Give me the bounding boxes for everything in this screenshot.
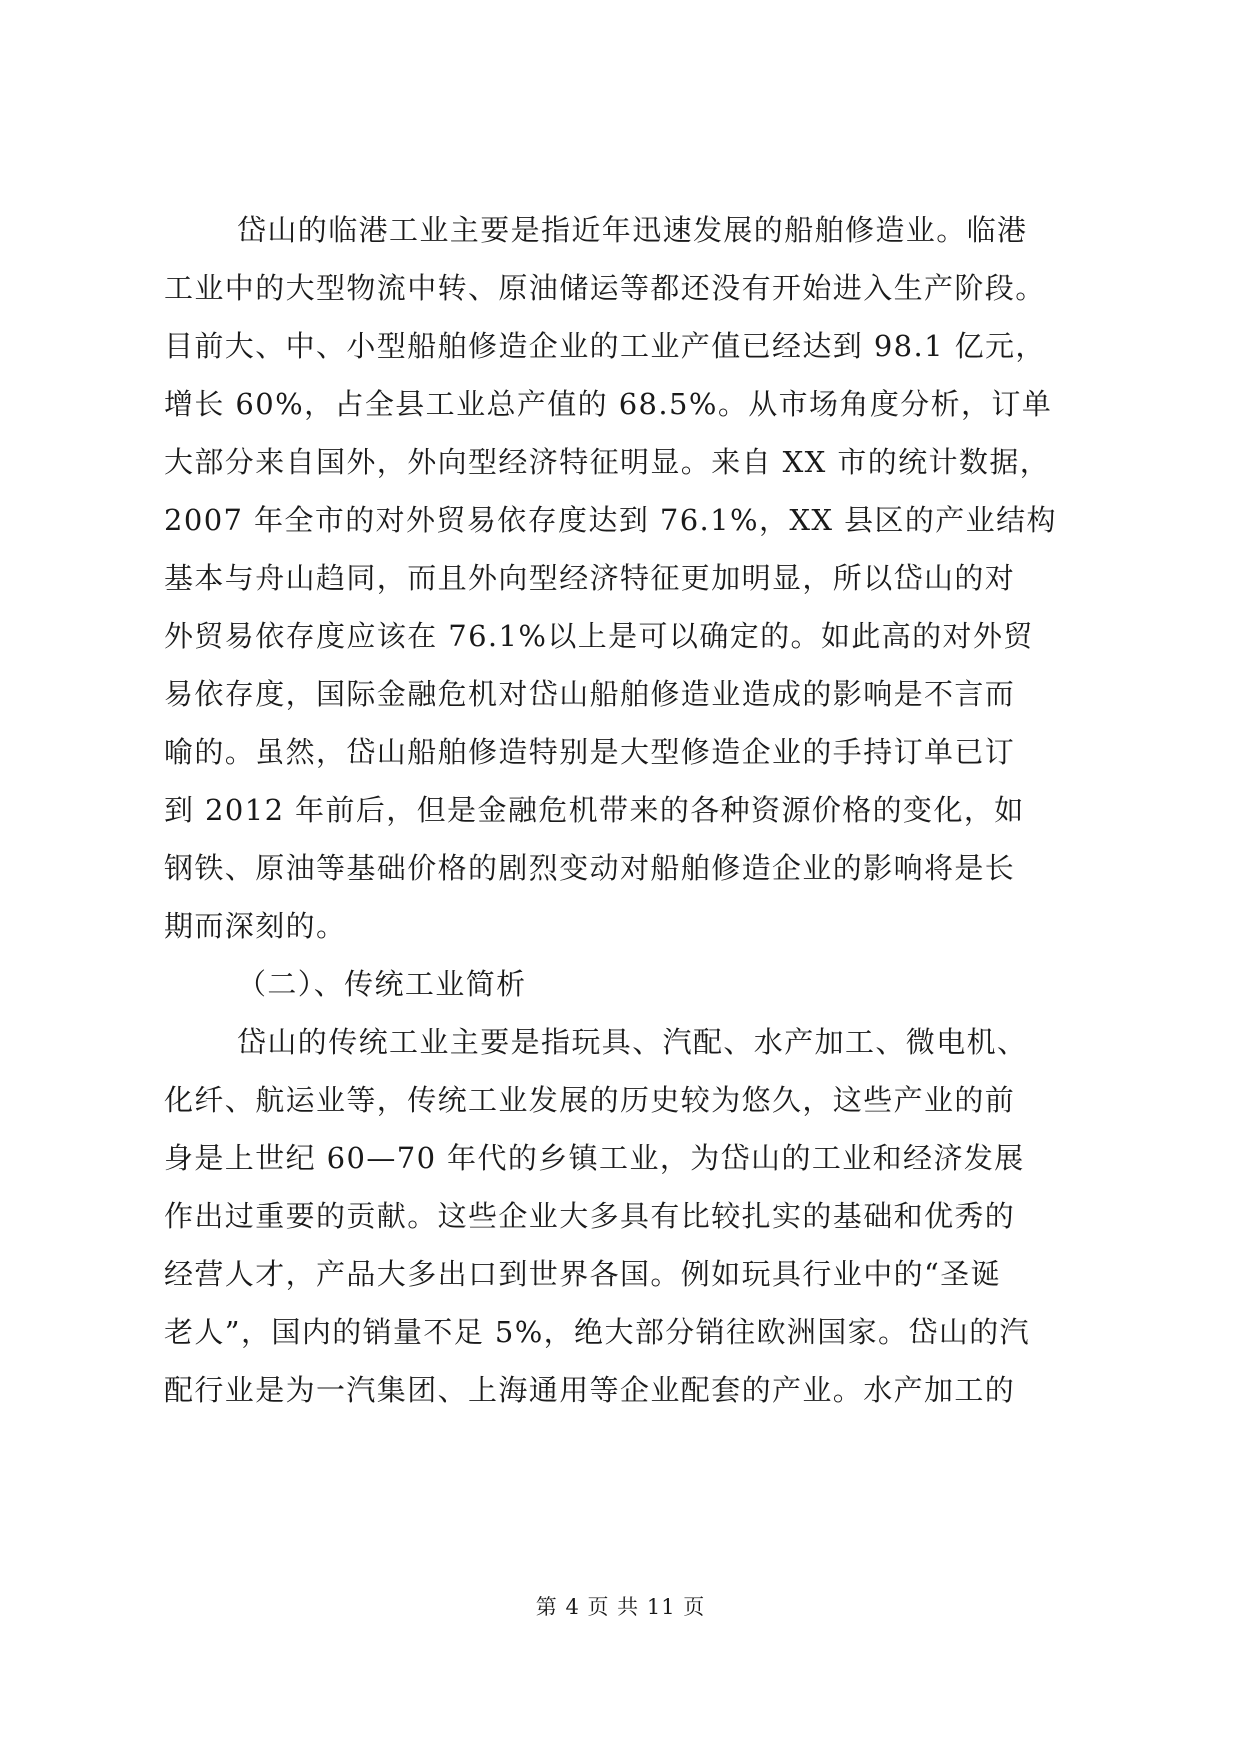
paragraph-line: 岱山的传统工业主要是指玩具、汽配、水产加工、微电机、 — [237, 1025, 1028, 1059]
paragraph-line: 岱山的临港工业主要是指近年迅速发展的船舶修造业。临港 — [237, 213, 1028, 247]
paragraph-line: 大部分来自国外，外向型经济特征明显。来自 XX 市的统计数据， — [164, 445, 1051, 479]
paragraph-line: 经营人才，产品大多出口到世界各国。例如玩具行业中的“圣诞 — [164, 1257, 1002, 1291]
paragraph-line: 目前大、中、小型船舶修造企业的工业产值已经达到 98.1 亿元， — [164, 329, 1046, 363]
paragraph-line: 2007 年全市的对外贸易依存度达到 76.1%，XX 县区的产业结构 — [164, 503, 1057, 537]
paragraph-line: 身是上世纪 60—70 年代的乡镇工业，为岱山的工业和经济发展 — [164, 1141, 1025, 1175]
paragraph-line: 钢铁、原油等基础价格的剧烈变动对船舶修造企业的影响将是长 — [164, 851, 1016, 885]
paragraph-line: 增长 60%，占全县工业总产值的 68.5%。从市场角度分析，订单 — [164, 387, 1053, 421]
paragraph-line: 配行业是为一汽集团、上海通用等企业配套的产业。水产加工的 — [164, 1373, 1016, 1407]
paragraph-line: 易依存度，国际金融危机对岱山船舶修造业造成的影响是不言而 — [164, 677, 1016, 711]
paragraph-line: 老人”，国内的销量不足 5%，绝大部分销往欧洲国家。岱山的汽 — [164, 1315, 1031, 1349]
paragraph-line: 期而深刻的。 — [164, 909, 347, 943]
paragraph-line: 喻的。虽然，岱山船舶修造特别是大型修造企业的手持订单已订 — [164, 735, 1016, 769]
paragraph-line: 基本与舟山趋同，而且外向型经济特征更加明显，所以岱山的对 — [164, 561, 1016, 595]
paragraph-line: 化纤、航运业等，传统工业发展的历史较为悠久，这些产业的前 — [164, 1083, 1016, 1117]
paragraph-line: 工业中的大型物流中转、原油储运等都还没有开始进入生产阶段。 — [164, 271, 1046, 305]
paragraph-line: 外贸易依存度应该在 76.1%以上是可以确定的。如此高的对外贸 — [164, 619, 1034, 653]
section-heading: （二）、传统工业简析 — [237, 967, 527, 1001]
page-number-footer: 第 4 页 共 11 页 — [535, 1595, 706, 1619]
paragraph-line: 作出过重要的贡献。这些企业大多具有比较扎实的基础和优秀的 — [164, 1199, 1016, 1233]
paragraph-line: 到 2012 年前后，但是金融危机带来的各种资源价格的变化，如 — [164, 793, 1025, 827]
